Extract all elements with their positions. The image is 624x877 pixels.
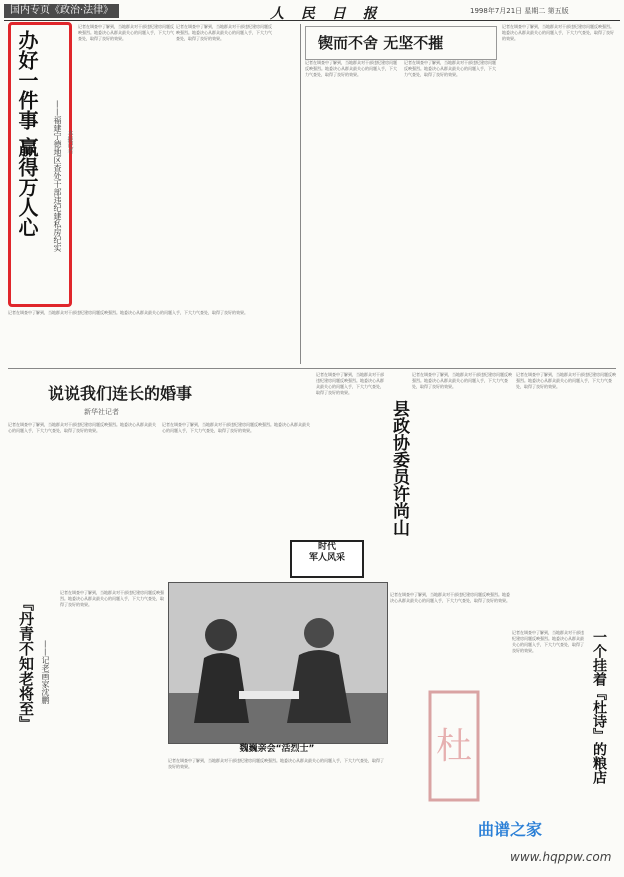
photo-illustration xyxy=(169,583,387,743)
body-text-col-1: 记者在调查中了解到，当地群众对干部违纪建房问题反映强烈。地委决心从群众最关心的问题入手，下大力气查处，取得了良好的效果。 xyxy=(78,24,174,41)
body-text-col-4: 记者在调查中了解到，当地群众对干部违纪建房问题反映强烈。地委决心从群众最关心的问题入手，下大力气查处，取得了良好的效果。 xyxy=(404,60,496,77)
body-text-col-12: 记者在调查中了解到，当地群众对干部违纪建房问题反映强烈。地委决心从群众最关心的问题入手，下大力气查处，取得了良好的效果。 xyxy=(168,758,384,769)
stamp-svg xyxy=(424,686,484,806)
column-box xyxy=(290,540,364,578)
news-photo xyxy=(168,582,388,744)
headline-danqing: 『丹青不知老将至』 xyxy=(17,596,35,731)
photo-caption: 魏巍亲会“活烈士” xyxy=(239,744,315,754)
headline-qie: 锲而不舍 无坚不摧 xyxy=(318,34,444,52)
dateline: 1998年7月21日 星期二 第五版 xyxy=(470,7,569,15)
stamp-text: 杜 xyxy=(435,726,473,767)
watermark-logo: 曲谱之家 xyxy=(478,820,543,839)
subheadline-danqing: ——记老画家沈鹏 xyxy=(41,640,50,704)
column-box-line1: 时代 xyxy=(317,542,336,552)
byline-lianzhang: 新华社记者 xyxy=(84,408,119,416)
headline-banhao: 办好一件事 赢得万人心 xyxy=(15,30,39,237)
body-text-col-6: 记者在调查中了解到，当地群众对干部违纪建房问题反映强烈。地委决心从群众最关心的问题入手，下大力气查处，取得了良好的效果。 xyxy=(8,422,156,433)
column-box-line2: 军人风采 xyxy=(308,553,345,563)
column-divider xyxy=(300,24,301,364)
headline-xushangshan: 县政协委员许尚山 xyxy=(389,400,409,536)
body-text-col-10: 记者在调查中了解到，当地群众对干部违纪建房问题反映强烈。地委决心从群众最关心的问题入手，下大力气查处，取得了良好的效果。 xyxy=(516,372,616,389)
headline-dushi: 一个挂着『杜诗』的粮店 xyxy=(591,630,607,784)
headline-lianzhang: 说说我们连长的婚事 xyxy=(48,384,193,403)
body-text-col-14: 记者在调查中了解到，当地群众对干部违纪建房问题反映强烈。地委决心从群众最关心的问题入手，下大力气查处，取得了良好的效果。 xyxy=(512,630,584,653)
body-text-col-13: 记者在调查中了解到，当地群众对干部违纪建房问题反映强烈。地委决心从群众最关心的问题入手，下大力气查处，取得了良好的效果。 xyxy=(390,592,510,603)
stamp-graphic xyxy=(424,686,484,806)
subheadline-banhao: ——福建宁德地区查处干部违纪建私房纪实 xyxy=(53,100,62,252)
body-text-col-8: 记者在调查中了解到，当地群众对干部违纪建房问题反映强烈。地委决心从群众最关心的问题入手，下大力气查处，取得了良好的效果。 xyxy=(316,372,384,395)
section-label: 国内专页《政治·法律》 xyxy=(4,4,119,18)
body-text-col-7: 记者在调查中了解到，当地群众对干部违纪建房问题反映强烈。地委决心从群众最关心的问题入手，下大力气查处，取得了良好的效果。 xyxy=(162,422,310,433)
masthead: 人 民 日 报 xyxy=(270,6,383,22)
section-divider xyxy=(8,368,616,369)
body-text-col-5: 记者在调查中了解到，当地群众对干部违纪建房问题反映强烈。地委决心从群众最关心的问题入手，下大力气查处，取得了良好的效果。 xyxy=(502,24,614,41)
body-text-col-11: 记者在调查中了解到，当地群众对干部违纪建房问题反映强烈。地委决心从群众最关心的问题入手，下大力气查处，取得了良好的效果。 xyxy=(60,590,164,607)
watermark-url: www.hqppw.com xyxy=(510,850,612,864)
body-text-col-3: 记者在调查中了解到，当地群众对干部违纪建房问题反映强烈。地委决心从群众最关心的问题入手，下大力气查处，取得了良好的效果。 xyxy=(305,60,397,77)
byline-banhao: 本报记者 xyxy=(66,130,73,154)
body-text-col-9: 记者在调查中了解到，当地群众对干部违纪建房问题反映强烈。地委决心从群众最关心的问题入手，下大力气查处，取得了良好的效果。 xyxy=(412,372,512,389)
body-text-row-1: 记者在调查中了解到，当地群众对干部违纪建房问题反映强烈。地委决心从群众最关心的问题入手，下大力气查处，取得了良好的效果。 xyxy=(8,310,248,315)
body-text-col-2: 记者在调查中了解到，当地群众对干部违纪建房问题反映强烈。地委决心从群众最关心的问题入手，下大力气查处，取得了良好的效果。 xyxy=(176,24,272,41)
